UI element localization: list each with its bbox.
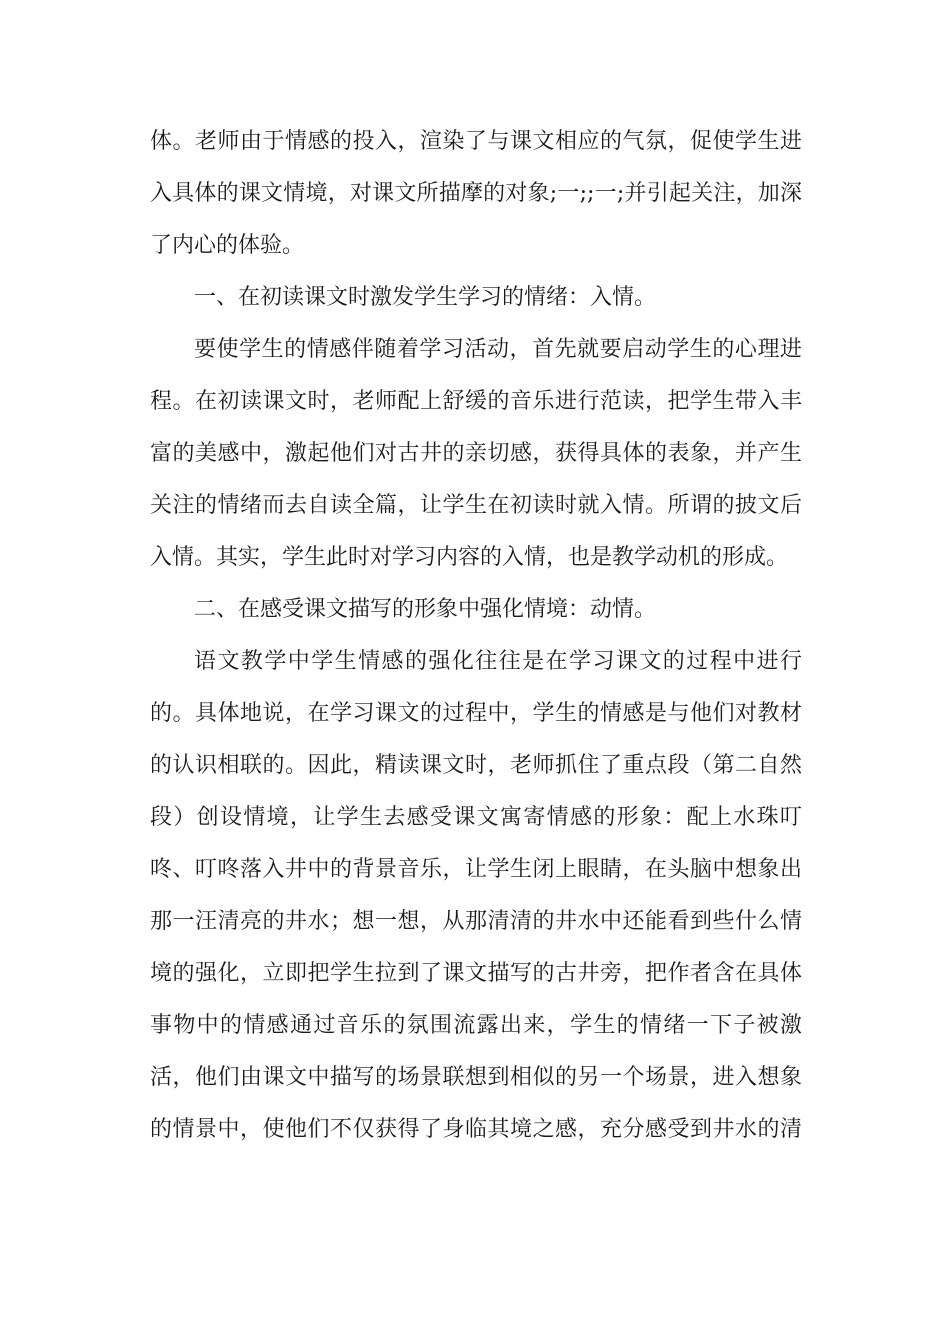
paragraph-line: 段）创设情境，让学生去感受课文寓寄情感的形象：配上水珠叮 (150, 805, 802, 830)
document-body (150, 116, 802, 1156)
paragraph-line: 那一汪清亮的井水；想一想，从那清清的井水中还能看到些什么情 (150, 909, 802, 934)
section-heading: 一、在初读课文时激发学生学习的情绪：入情。 (194, 285, 657, 310)
paragraph-line: 了内心的体验。 (150, 233, 305, 258)
paragraph-line: 关注的情绪而去自读全篇，让学生在初读时就入情。所谓的披文后 (150, 493, 802, 518)
paragraph-line: 体。老师由于情感的投入，渲染了与课文相应的气氛，促使学生进 (150, 129, 802, 154)
paragraph-line: 富的美感中，激起他们对古井的亲切感，获得具体的表象，并产生 (150, 441, 802, 466)
paragraph-line: 语文教学中学生情感的强化往往是在学习课文的过程中进行 (194, 649, 802, 674)
paragraph-line: 的情景中，使他们不仅获得了身临其境之感，充分感受到井水的清 (150, 1117, 802, 1142)
paragraph-line: 咚、叮咚落入井中的背景音乐，让学生闭上眼睛，在头脑中想象出 (150, 857, 802, 882)
paragraph-line: 事物中的情感通过音乐的氛围流露出来，学生的情绪一下子被激 (150, 1013, 802, 1038)
paragraph-line: 境的强化，立即把学生拉到了课文描写的古井旁，把作者含在具体 (150, 961, 802, 986)
section-heading: 二、在感受课文描写的形象中强化情境：动情。 (194, 597, 657, 622)
paragraph-line: 程。在初读课文时，老师配上舒缓的音乐进行范读，把学生带入丰 (150, 389, 802, 414)
paragraph-line: 要使学生的情感伴随着学习活动，首先就要启动学生的心理进 (194, 337, 802, 362)
paragraph-line: 入情。其实，学生此时对学习内容的入情，也是教学动机的形成。 (150, 545, 789, 570)
paragraph-line: 活，他们由课文中描写的场景联想到相似的另一个场景，进入想象 (150, 1065, 802, 1090)
paragraph-line: 的。具体地说，在学习课文的过程中，学生的情感是与他们对教材 (150, 701, 802, 726)
paragraph-line: 的认识相联的。因此，精读课文时，老师抓住了重点段（第二自然 (150, 753, 802, 778)
paragraph-line: 入具体的课文情境，对课文所描摩的对象;一;;一;并引起关注，加深 (150, 181, 802, 206)
